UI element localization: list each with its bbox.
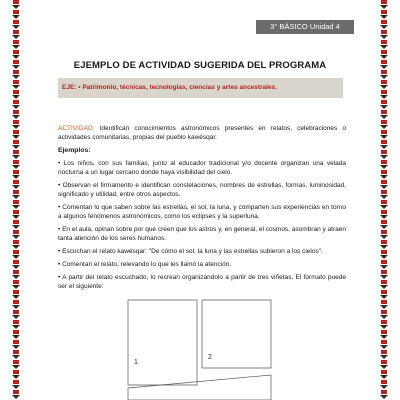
border-pattern-block [381, 140, 387, 144]
border-pattern-block [381, 320, 387, 324]
border-pattern-triangle [380, 95, 388, 99]
border-pattern-block [13, 340, 19, 344]
border-pattern-triangle [380, 215, 388, 219]
border-pattern-block [13, 40, 19, 44]
border-pattern-block [381, 10, 387, 14]
border-pattern-block [13, 310, 19, 314]
border-pattern-triangle [380, 15, 388, 19]
border-pattern-triangle [380, 395, 388, 399]
border-pattern-block [13, 210, 19, 214]
border-pattern-triangle [12, 225, 20, 229]
border-pattern-triangle [380, 255, 388, 259]
border-pattern-triangle [380, 25, 388, 29]
border-pattern-triangle [12, 295, 20, 299]
border-pattern-triangle [380, 105, 388, 109]
border-pattern-block [381, 100, 387, 104]
border-pattern-block [381, 240, 387, 244]
border-pattern-triangle [380, 305, 388, 309]
border-pattern-block [381, 120, 387, 124]
border-pattern-block [13, 20, 19, 24]
border-pattern-triangle [380, 225, 388, 229]
border-pattern-triangle [12, 315, 20, 319]
border-pattern-triangle [380, 185, 388, 189]
example-item: • Comentan el relato, relevando lo que les llamó la atención. [58, 261, 232, 268]
border-pattern-triangle [12, 155, 20, 159]
border-pattern-triangle [380, 235, 388, 239]
border-pattern-block [13, 230, 19, 234]
activity-label: ACTIVIDAD: [58, 125, 95, 132]
border-pattern-block [13, 240, 19, 244]
border-pattern-triangle [12, 185, 20, 189]
border-pattern-triangle [12, 305, 20, 309]
border-pattern-triangle [12, 255, 20, 259]
border-pattern-block [13, 170, 19, 174]
border-pattern-block [13, 120, 19, 124]
border-pattern-triangle [12, 335, 20, 339]
border-pattern-triangle [380, 265, 388, 269]
border-pattern-block [13, 360, 19, 364]
border-pattern-block [381, 370, 387, 374]
border-pattern-triangle [12, 215, 20, 219]
border-pattern-block [381, 40, 387, 44]
border-pattern-block [381, 220, 387, 224]
example-item: • En el aula, opinan sobre por qué creen que los astros y, en general, el cosmos, asombran y atraen tanta atención de los seres humanos. [58, 226, 346, 242]
border-pattern-triangle [12, 5, 20, 9]
border-pattern-block [381, 380, 387, 384]
border-pattern-block [381, 340, 387, 344]
border-pattern-block [381, 200, 387, 204]
border-pattern-block [381, 80, 387, 84]
border-pattern-block [13, 260, 19, 264]
border-pattern-block [381, 170, 387, 174]
border-pattern-block [381, 190, 387, 194]
example-item: • A partir del relato escuchado, lo recrean organizándolo a partir de tres viñetas. El formato puede ser el siguiente: [58, 274, 346, 290]
border-pattern-triangle [380, 315, 388, 319]
border-pattern-block [13, 390, 19, 394]
border-pattern-block [381, 210, 387, 214]
unit-badge: 3° BÁSICO Unidad 4 [256, 20, 354, 34]
example-item: • Escuchan el relato kawésqar: "De cómo el sol, la luna y las estrellas subieron a los cielos". [58, 248, 323, 255]
border-pattern-block [13, 90, 19, 94]
border-pattern-block [13, 300, 19, 304]
border-pattern-triangle [12, 385, 20, 389]
vignette-label-1: 1 [134, 359, 138, 366]
border-pattern-block [381, 20, 387, 24]
border-pattern-block [381, 130, 387, 134]
border-pattern-triangle [12, 55, 20, 59]
border-pattern-block [13, 80, 19, 84]
vignette-frame-2 [202, 300, 271, 368]
border-pattern-block [13, 100, 19, 104]
vignette-frame-1 [128, 300, 197, 385]
border-pattern-triangle [12, 45, 20, 49]
border-pattern-triangle [12, 25, 20, 29]
vignette-frame-3 [128, 375, 271, 400]
border-pattern-block [13, 330, 19, 334]
border-pattern-block [381, 110, 387, 114]
border-pattern-triangle [12, 205, 20, 209]
border-pattern-triangle [380, 385, 388, 389]
border-pattern-triangle [380, 125, 388, 129]
border-pattern-triangle [380, 175, 388, 179]
border-pattern-block [381, 150, 387, 154]
border-pattern-block [381, 270, 387, 274]
example-item: • Comentan lo que saben sobre las estrellas, el sol, la luna, y comparten sus experiencias en torno a algunos fenómenos astronómicos, como los eclipses y la superluna. [58, 204, 346, 220]
border-pattern-triangle [380, 5, 388, 9]
border-pattern-block [381, 260, 387, 264]
border-pattern-triangle [12, 135, 20, 139]
border-pattern-triangle [12, 395, 20, 399]
border-pattern-triangle [380, 35, 388, 39]
border-pattern-triangle [380, 145, 388, 149]
border-pattern-block [13, 250, 19, 254]
border-pattern-triangle [12, 195, 20, 199]
border-pattern-block [13, 280, 19, 284]
examples-heading: Ejemplos: [58, 147, 91, 154]
border-pattern-triangle [380, 205, 388, 209]
border-pattern-triangle [12, 285, 20, 289]
border-pattern-triangle [380, 155, 388, 159]
border-pattern-block [13, 290, 19, 294]
border-pattern-triangle [12, 75, 20, 79]
border-pattern-triangle [12, 105, 20, 109]
border-pattern-block [13, 180, 19, 184]
border-pattern-triangle [380, 325, 388, 329]
border-pattern-triangle [380, 335, 388, 339]
border-pattern-triangle [380, 135, 388, 139]
border-pattern-block [381, 310, 387, 314]
border-pattern-block [13, 190, 19, 194]
border-pattern-block [381, 350, 387, 354]
border-pattern-triangle [12, 275, 20, 279]
border-pattern-block [13, 110, 19, 114]
border-pattern-block [381, 50, 387, 54]
border-pattern-triangle [12, 325, 20, 329]
border-pattern-block [13, 380, 19, 384]
example-item: • Los niños, con sus familias, junto al educador tradicional y/o docente organizan una velada nocturna a un lugar cercano donde haya visibilidad del cielo. [58, 160, 346, 176]
activity-paragraph [58, 124, 346, 142]
border-pattern-triangle [380, 165, 388, 169]
border-pattern-triangle [12, 35, 20, 39]
border-pattern-block [13, 0, 19, 4]
border-pattern-triangle [12, 245, 20, 249]
example-item: • Observan el firmamento e identifican constelaciones, nombres de estrellas, formas, luminosidad, significado y utilidad, entre otros aspectos. [58, 182, 346, 198]
border-pattern-triangle [12, 165, 20, 169]
border-pattern-block [13, 150, 19, 154]
border-pattern-triangle [12, 85, 20, 89]
border-pattern-triangle [380, 295, 388, 299]
border-pattern-block [13, 350, 19, 354]
border-pattern-triangle [380, 355, 388, 359]
border-pattern-triangle [380, 345, 388, 349]
page-title: EJEMPLO DE ACTIVIDAD SUGERIDA DEL PROGRAMA [73, 60, 327, 71]
border-pattern-triangle [12, 115, 20, 119]
border-pattern-block [381, 280, 387, 284]
border-pattern-block [13, 160, 19, 164]
border-pattern-block [13, 370, 19, 374]
border-pattern-block [381, 330, 387, 334]
border-pattern-triangle [12, 125, 20, 129]
border-pattern-block [381, 160, 387, 164]
border-pattern-triangle [12, 15, 20, 19]
border-pattern-block [13, 320, 19, 324]
border-pattern-triangle [380, 75, 388, 79]
eje-text: EJE: • Patrimonio, técnicas, tecnologías, ciencias y artes ancestrales. [62, 84, 278, 91]
border-pattern-block [381, 250, 387, 254]
border-pattern-triangle [380, 275, 388, 279]
border-pattern-block [381, 290, 387, 294]
border-pattern-block [13, 220, 19, 224]
border-pattern-triangle [380, 365, 388, 369]
border-pattern-block [13, 130, 19, 134]
border-pattern-triangle [380, 285, 388, 289]
border-pattern-block [13, 200, 19, 204]
border-pattern-triangle [380, 85, 388, 89]
border-pattern-triangle [12, 95, 20, 99]
border-pattern-triangle [380, 115, 388, 119]
activity-text: Identifican conocimientos astronómicos presentes en relatos, celebraciones o actividades comunitarias, propias del pueblo kawésqar. [58, 125, 346, 141]
border-pattern-triangle [12, 235, 20, 239]
border-pattern-block [381, 230, 387, 234]
border-pattern-block [13, 140, 19, 144]
border-pattern-block [13, 10, 19, 14]
border-pattern-triangle [12, 355, 20, 359]
border-pattern-triangle [12, 375, 20, 379]
border-pattern-block [381, 300, 387, 304]
document-body [58, 124, 346, 295]
border-pattern-triangle [380, 245, 388, 249]
border-pattern-block [381, 390, 387, 394]
border-pattern-block [13, 30, 19, 34]
border-pattern-block [381, 180, 387, 184]
vignette-label-2: 2 [208, 354, 212, 361]
border-pattern-block [13, 270, 19, 274]
border-pattern-triangle [12, 345, 20, 349]
border-pattern-triangle [380, 195, 388, 199]
border-pattern-block [13, 50, 19, 54]
border-pattern-block [381, 360, 387, 364]
border-pattern-block [381, 0, 387, 4]
border-pattern-triangle [380, 55, 388, 59]
eje-bar [58, 78, 343, 98]
border-pattern-triangle [12, 365, 20, 369]
border-pattern-triangle [380, 45, 388, 49]
border-pattern-triangle [380, 375, 388, 379]
border-pattern-triangle [12, 175, 20, 179]
border-pattern-block [381, 90, 387, 94]
border-pattern-block [381, 30, 387, 34]
border-pattern-triangle [12, 265, 20, 269]
border-pattern-triangle [12, 145, 20, 149]
